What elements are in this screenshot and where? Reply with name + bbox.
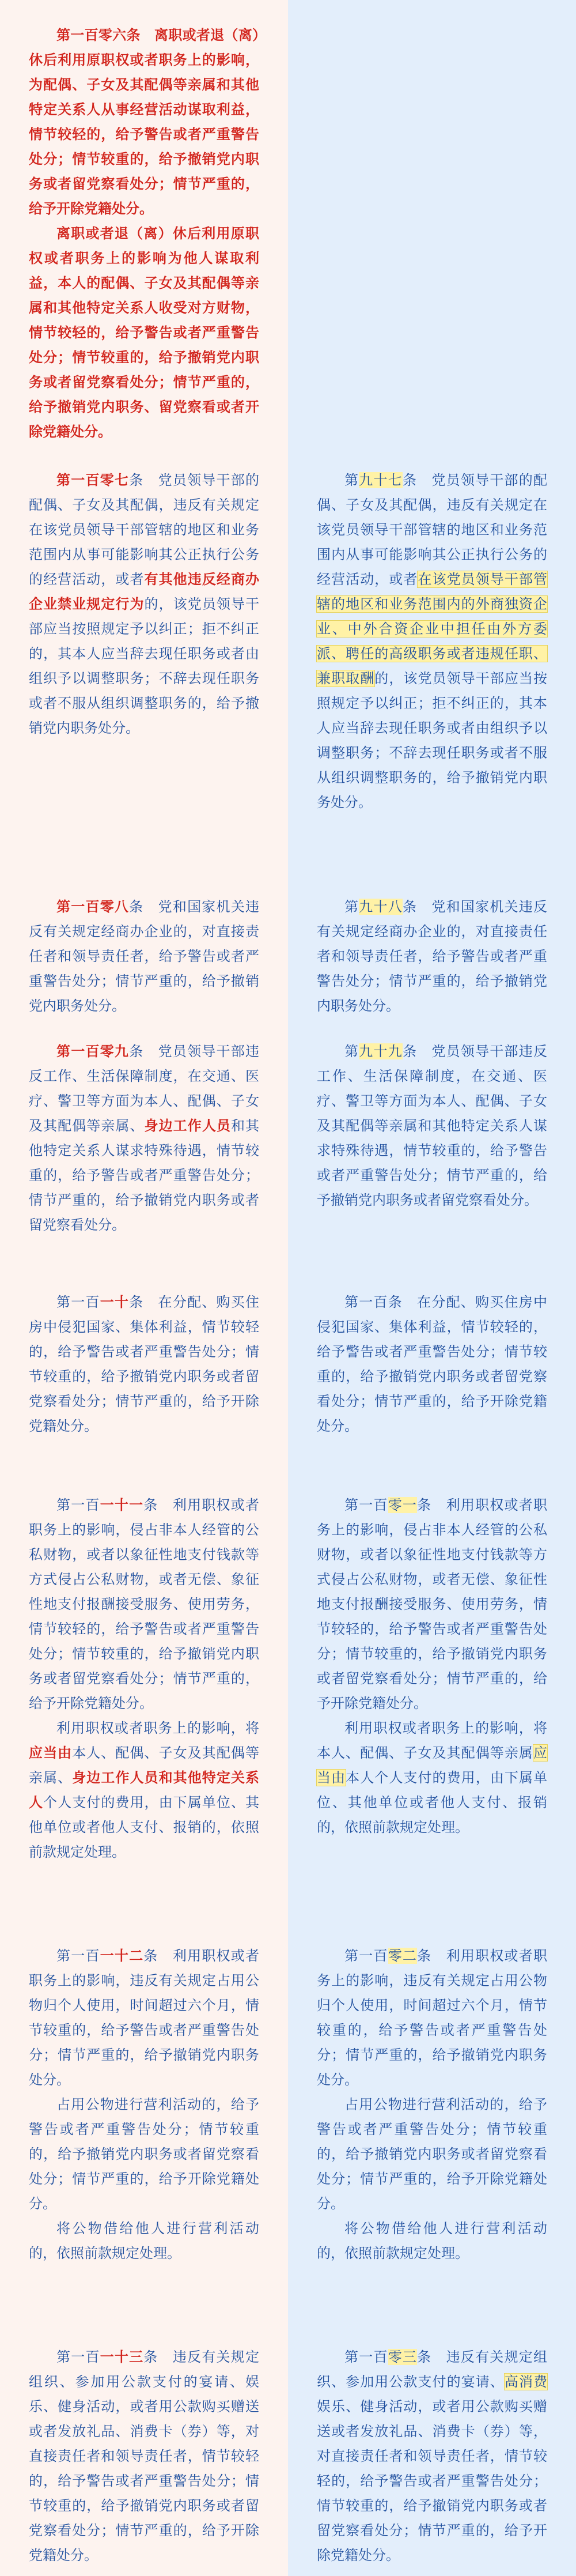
article-108: 第一百零八条 党和国家机关违反有关规定经商办企业的，对直接责任者和领导责任者，给予警告或者严重警告处分；情节严重的，给予撤销党内职务处分。 [29, 899, 260, 1014]
article-98: 第九十八条 党和国家机关违反有关规定经商办企业的，对直接责任者和领导责任者，给予警告或者严重警告处分；情节严重的，给予撤销党内职务处分。 [317, 899, 548, 1014]
article-97-removed-text: 在该党员领导干部管辖的地区和业务范围内的外商独资企业、中外合资企业中担任由外方委派、聘任的高级职务或者违规任职、兼职取酬 [317, 571, 548, 687]
article-101: 第一百零一条 利用职权或者职务上的影响，侵占非本人经管的公私财物，或者以象征性地支付钱款等方式侵占公私财物，或者无偿、象征性地支付报酬接受服务、使用劳务，情节较轻的，给予警告或者严重警告处分；情节较重的，给予撤销党内职务或者留党察看处分；情节严重的，给予开除党籍处分。 利用职权或者职务上的影响，将本人、配偶、子女及其配偶等亲属应当由本人个人支付的费用，由下属单位、其他单位或者他人支付、报销的，依照前款规定处理。 [317, 1497, 548, 1835]
article-111: 第一百一十一条 利用职权或者职务上的影响，侵占非本人经管的公私财物，或者以象征性地支付钱款等方式侵占公私财物，或者无偿、象征性地支付报酬接受服务、使用劳务，情节较轻的，给予警告或者严重警告处分；情节较重的，给予撤销党内职务或者留党察看处分；情节严重的，给予开除党籍处分。 利用职权或者职务上的影响，将应当由本人、配偶、子女及其配偶等亲属、身边工作人员和其他特定关系人个人支付的费用，由下属单位、其他单位或者他人支付、报销的，依照前款规定处理。 [29, 1497, 260, 1860]
article-111-number: 一十一 [100, 1497, 144, 1513]
article-109: 第一百零九条 党员领导干部违反工作、生活保障制度，在交通、医疗、警卫等方面为本人、配偶、子女及其配偶等亲属、身边工作人员和其他特定关系人谋求特殊待遇，情节较重的，给予警告或者严重警告处分；情节严重的，给予撤销党内职务或者留党察看处分。 [29, 1043, 260, 1233]
article-111-added-2: 身边工作人员和其他特定关系人 [29, 1770, 260, 1811]
article-108-number: 第一百零八 [56, 899, 130, 915]
article-97-number: 九十七 [359, 472, 403, 488]
article-107: 第一百零七条 党员领导干部的配偶、子女及其配偶，违反有关规定在该党员领导干部管辖的地区和业务范围内从事可能影响其公正执行公务的经营活动，或者有其他违反经商办企业禁业规定行为的，该党员领导干部应当按照规定予以纠正；拒不纠正的，其本人应当辞去现任职务或者由组织予以调整职务；不辞去现任职务或者不服从组织调整职务的，给予撤销党内职务处分。 [29, 472, 260, 736]
article-99: 第九十九条 党员领导干部违反工作、生活保障制度，在交通、医疗、警卫等方面为本人、配偶、子女及其配偶等亲属和其他特定关系人谋求特殊待遇，情节较重的，给予警告或者严重警告处分；情节严重的，给予撤销党内职务或者留党察看处分。 [317, 1043, 548, 1208]
article-98-number: 九十八 [359, 899, 403, 915]
article-101-removed-text: 应当由 [317, 1745, 547, 1786]
article-103-removed-text: 高消费 [504, 2374, 548, 2390]
article-112: 第一百一十二条 利用职权或者职务上的影响，违反有关规定占用公物归个人使用，时间超过六个月，情节较重的，给予警告或者严重警告处分；情节严重的，给予撤销党内职务处分。 占用公物进行营利活动的，给予警告或者严重警告处分；情节较重的，给予撤销党内职务或者留党察看处分；情节严重的，给予开除党籍处分。 将公物借给他人进行营利活动的，依照前款规定处理。 [29, 1948, 260, 2261]
article-113-number: 一十三 [100, 2349, 144, 2365]
article-109-added-text: 身边工作人员 [144, 1118, 231, 1134]
article-103: 第一百零三条 违反有关规定组织、参加用公款支付的宴请、高消费娱乐、健身活动，或者用公款购买赠送或者发放礼品、消费卡（券）等，对直接责任者和领导责任者，情节较轻的，给予警告或者严重警告处分；情节较重的，给予撤销党内职务或者留党察看处分；情节严重的，给予开除党籍处分。 [317, 2349, 548, 2563]
article-100: 第一百条 在分配、购买住房中侵犯国家、集体利益，情节较轻的，给予警告或者严重警告处分；情节较重的，给予撤销党内职务或者留党察看处分；情节严重的，给予开除党籍处分。 [317, 1294, 547, 1434]
article-112-number: 一十二 [100, 1948, 144, 1964]
article-106 [29, 23, 259, 444]
article-102-number: 零二 [388, 1948, 418, 1964]
article-99-number: 九十九 [359, 1043, 403, 1059]
article-97: 第九十七条 党员领导干部的配偶、子女及其配偶，违反有关规定在该党员领导干部管辖的地区和业务范围内从事可能影响其公正执行公务的经营活动，或者在该党员领导干部管辖的地区和业务范围内的外商独资企业、中外合资企业中担任由外方委派、聘任的高级职务或者违规任职、兼职取酬的，该党员领导干部应当按照规定予以纠正；拒不纠正的，其本人应当辞去现任职务或者由组织予以调整职务；不辞去现任职务或者不服从组织调整职务的，给予撤销党内职务处分。 [317, 472, 548, 810]
article-106-para-2: 离职或者退（离）休后利用原职权或者职务上的影响为他人谋取利益，本人的配偶、子女及其配偶等亲属和其他特定关系人收受对方财物，情节较轻的，给予警告或者严重警告处分；情节较重的，给予撤销党内职务或者留党察看处分；情节严重的，给予撤销党内职务、留党察看或者开除党籍处分。 [29, 225, 259, 440]
article-107-number: 第一百零七 [56, 472, 130, 488]
article-109-number: 第一百零九 [56, 1043, 130, 1059]
article-102: 第一百零二条 利用职权或者职务上的影响，违反有关规定占用公物归个人使用，时间超过六个月，情节较重的，给予警告或者严重警告处分；情节严重的，给予撤销党内职务处分。 占用公物进行营利活动的，给予警告或者严重警告处分；情节较重的，给予撤销党内职务或者留党察看处分；情节严重的，给予开除党籍处分。 将公物借给他人进行营利活动的，依照前款规定处理。 [317, 1948, 548, 2261]
article-113: 第一百一十三条 违反有关规定组织、参加用公款支付的宴请、娱乐、健身活动，或者用公款购买赠送或者发放礼品、消费卡（券）等，对直接责任者和领导责任者，情节较轻的，给予警告或者严重警告处分；情节较重的，给予撤销党内职务或者留党察看处分；情节严重的，给予开除党籍处分。 [29, 2349, 260, 2563]
article-110-number: 一十 [100, 1294, 130, 1310]
article-110: 第一百一十条 在分配、购买住房中侵犯国家、集体利益，情节较轻的，给予警告或者严重警告处分；情节较重的，给予撤销党内职务或者留党察看处分；情节严重的，给予开除党籍处分。 [29, 1294, 260, 1434]
article-107-added-text: 有其他违反经商办企业禁业规定行为 [29, 571, 260, 612]
article-111-added-1: 应当由 [29, 1745, 73, 1761]
article-101-number: 零一 [388, 1497, 418, 1513]
article-103-number: 零三 [388, 2349, 418, 2365]
article-106-para-1: 第一百零六条 离职或者退（离）休后利用原职权或者职务上的影响，为配偶、子女及其配偶等亲属和其他特定关系人从事经营活动谋取利益，情节较轻的，给予警告或者严重警告处分；情节较重的，给予撤销党内职务或者留党察看处分；情节严重的，给予开除党籍处分。 [29, 27, 259, 217]
